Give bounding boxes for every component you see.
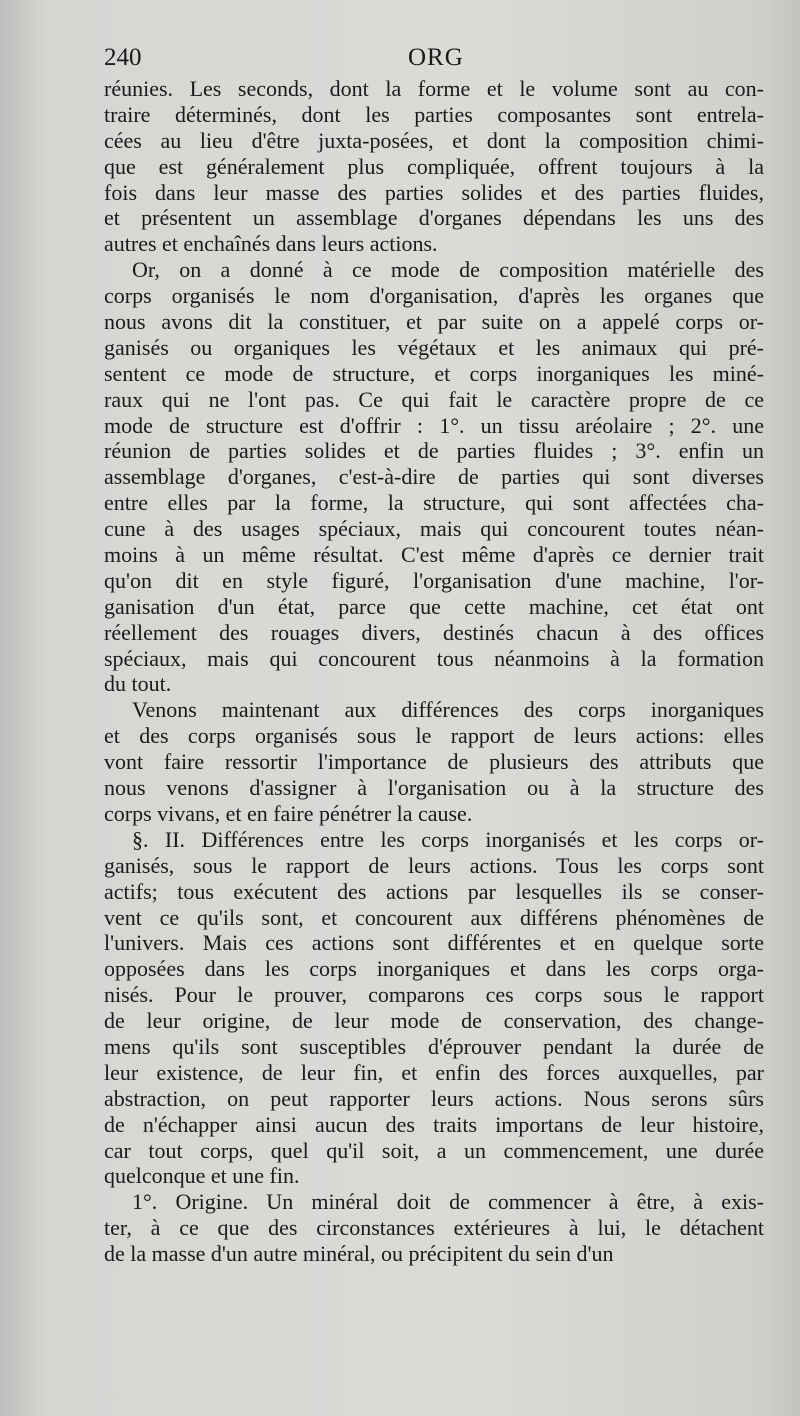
text-line: fois dans leur masse des parties solides et des parties fluides,: [104, 179, 764, 205]
paragraph: [104, 697, 764, 826]
text-line: de leur origine, de leur mode de conservation, des change-: [104, 1008, 764, 1034]
text-line: l'univers. Mais ces actions sont différentes et en quelque sorte: [104, 930, 764, 956]
text-line: de la masse d'un autre minéral, ou précipitent du sein d'un: [104, 1241, 614, 1267]
page-number: 240: [104, 44, 142, 71]
text-line: car tout corps, quel qu'il soit, a un commencement, une durée: [104, 1137, 764, 1163]
text-line: corps organisés le nom d'organisation, d'après les organes que: [104, 283, 764, 309]
text-line: sentent ce mode de structure, et corps inorganiques les miné-: [104, 360, 764, 386]
text-line: spéciaux, mais qui concourent tous néanmoins à la formation: [104, 645, 764, 671]
text-line: opposées dans les corps inorganiques et dans les corps orga-: [104, 956, 764, 982]
text-line: leur existence, de leur fin, et enfin des forces auxquelles, par: [104, 1059, 764, 1085]
text-line: §. II. Différences entre les corps inorganisés et les corps or-: [132, 826, 764, 852]
page-header: [104, 44, 762, 78]
paragraph: [104, 76, 764, 257]
paragraph: [104, 257, 764, 697]
text-line: et des corps organisés sous le rapport de leurs actions: elles: [104, 723, 764, 749]
text-line: abstraction, on peut rapporter leurs actions. Nous serons sûrs: [104, 1085, 764, 1111]
text-line: nous venons d'assigner à l'organisation ou à la structure des: [104, 775, 764, 801]
text-line: moins à un même résultat. C'est même d'après ce dernier trait: [104, 542, 764, 568]
text-line: du tout.: [104, 671, 172, 697]
text-line: vont faire ressortir l'importance de plusieurs des attributs que: [104, 749, 764, 775]
text-line: ganisés, sous le rapport de leurs actions. Tous les corps sont: [104, 852, 764, 878]
text-line: cune à des usages spéciaux, mais qui concourent toutes néan-: [104, 516, 764, 542]
body-text: [104, 76, 764, 1267]
text-line: 1°. Origine. Un minéral doit de commencer à être, à exis-: [132, 1189, 764, 1215]
text-line: Or, on a donné à ce mode de composition matérielle des: [132, 257, 764, 283]
text-line: ganisation d'un état, parce que cette machine, cet état ont: [104, 593, 764, 619]
text-line: ter, à ce que des circonstances extérieures à lui, le détachent: [104, 1215, 764, 1241]
text-line: corps vivans, et en faire pénétrer la cause.: [104, 800, 473, 826]
text-line: cées au lieu d'être juxta-posées, et dont la composition chimi-: [104, 127, 764, 153]
text-line: de n'échapper ainsi aucun des traits importans de leur histoire,: [104, 1111, 764, 1137]
text-line: qu'on dit en style figuré, l'organisation d'une machine, l'or-: [104, 567, 764, 593]
text-line: autres et enchaînés dans leurs actions.: [104, 231, 438, 257]
text-line: mens qu'ils sont susceptibles d'éprouver pendant la durée de: [104, 1033, 764, 1059]
text-line: raux qui ne l'ont pas. Ce qui fait le caractère propre de ce: [104, 386, 764, 412]
paragraph: [104, 1189, 764, 1267]
text-line: nous avons dit la constituer, et par suite on a appelé corps or-: [104, 309, 764, 335]
text-line: que est généralement plus compliquée, offrent toujours à la: [104, 153, 764, 179]
text-line: assemblage d'organes, c'est-à-dire de parties qui sont diverses: [104, 464, 764, 490]
text-line: réunies. Les seconds, dont la forme et le volume sont au con-: [104, 76, 764, 101]
text-line: vent ce qu'ils sont, et concourent aux différens phénomènes de: [104, 904, 764, 930]
running-head: ORG: [408, 44, 464, 71]
paragraph: [104, 827, 764, 1189]
text-line: actifs; tous exécutent des actions par lesquelles ils se conser-: [104, 878, 764, 904]
text-line: entre elles par la forme, la structure, qui sont affectées cha-: [104, 490, 764, 516]
text-line: Venons maintenant aux différences des corps inorganiques: [132, 697, 764, 723]
text-line: et présentent un assemblage d'organes dépendans les uns des: [104, 205, 764, 231]
text-line: traire déterminés, dont les parties composantes sont entrela-: [104, 101, 764, 127]
text-line: ganisés ou organiques les végétaux et les animaux qui pré-: [104, 334, 764, 360]
text-line: nisés. Pour le prouver, comparons ces corps sous le rapport: [104, 982, 764, 1008]
text-line: réellement des rouages divers, destinés chacun à des offices: [104, 619, 764, 645]
text-line: mode de structure est d'offrir : 1°. un tissu aréolaire ; 2°. une: [104, 412, 764, 438]
text-line: réunion de parties solides et de parties fluides ; 3°. enfin un: [104, 438, 764, 464]
text-line: quelconque et une fin.: [104, 1163, 300, 1189]
